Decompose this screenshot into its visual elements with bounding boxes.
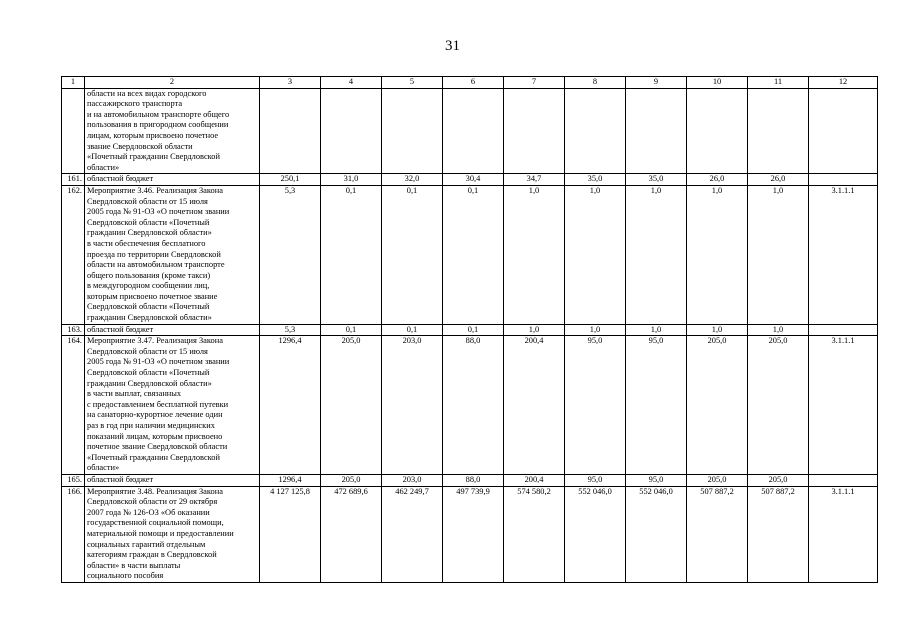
page-number: 31 xyxy=(445,38,460,54)
header-row xyxy=(62,77,878,89)
value-cell: 472 689,6 xyxy=(321,486,382,582)
value-cell xyxy=(687,88,748,174)
table-row xyxy=(62,185,878,324)
value-cell: 1,0 xyxy=(687,324,748,336)
target-indicator-cell: 3.1.1.1 xyxy=(809,185,878,324)
header-cell: 5 xyxy=(382,77,443,89)
row-number: 161. xyxy=(62,174,85,186)
value-cell: 34,7 xyxy=(504,174,565,186)
value-cell: 5,3 xyxy=(260,185,321,324)
header-cell: 9 xyxy=(626,77,687,89)
target-indicator-cell: 3.1.1.1 xyxy=(809,486,878,582)
value-cell: 0,1 xyxy=(321,324,382,336)
target-indicator-cell xyxy=(809,174,878,186)
table-row xyxy=(62,88,878,174)
program-table xyxy=(61,76,878,583)
row-description: Мероприятие 3.46. Реализация Закона Свердловской области от 15 июля 2005 года № 91-ОЗ «О почетном звании Свердловской области «Почетный гражданин Свердловской области» в части обеспечения бесплатного проезда по территории Свердловской области на автомобильном транспорте общего пользования (кроме такси) в междугородном сообщении лиц, которым присвоено почетное звание Свердловской области «Почетный гражданин Свердловской области» xyxy=(85,185,260,324)
table-row xyxy=(62,324,878,336)
value-cell: 95,0 xyxy=(626,336,687,475)
value-cell: 31,0 xyxy=(321,174,382,186)
table-body xyxy=(62,88,878,582)
value-cell: 5,3 xyxy=(260,324,321,336)
value-cell xyxy=(321,88,382,174)
value-cell: 95,0 xyxy=(626,474,687,486)
row-number: 163. xyxy=(62,324,85,336)
value-cell xyxy=(260,88,321,174)
value-cell: 1,0 xyxy=(748,324,809,336)
value-cell: 200,4 xyxy=(504,336,565,475)
value-cell xyxy=(443,88,504,174)
value-cell: 35,0 xyxy=(626,174,687,186)
header-cell: 11 xyxy=(748,77,809,89)
value-cell: 0,1 xyxy=(443,185,504,324)
value-cell: 203,0 xyxy=(382,336,443,475)
value-cell xyxy=(504,88,565,174)
row-number xyxy=(62,88,85,174)
value-cell: 205,0 xyxy=(687,336,748,475)
value-cell: 1296,4 xyxy=(260,474,321,486)
value-cell: 552 046,0 xyxy=(626,486,687,582)
value-cell: 552 046,0 xyxy=(565,486,626,582)
value-cell: 1,0 xyxy=(626,324,687,336)
value-cell xyxy=(748,88,809,174)
value-cell: 205,0 xyxy=(687,474,748,486)
value-cell: 0,1 xyxy=(382,185,443,324)
value-cell: 0,1 xyxy=(382,324,443,336)
header-cell: 3 xyxy=(260,77,321,89)
row-description: Мероприятие 3.47. Реализация Закона Свердловской области от 15 июля 2005 года № 91-ОЗ «О почетном звании Свердловской области «Почетный гражданин Свердловской области» в части выплат, связанных с предоставлением бесплатной путевки на санаторно-курортное лечение один раз в год при наличии медицинских показаний лицам, которым присвоено почетное звание Свердловской области «Почетный гражданин Свердловской области» xyxy=(85,336,260,475)
header-cell: 2 xyxy=(85,77,260,89)
row-number: 166. xyxy=(62,486,85,582)
value-cell: 35,0 xyxy=(565,174,626,186)
row-description: областной бюджет xyxy=(85,174,260,186)
value-cell: 203,0 xyxy=(382,474,443,486)
header-cell: 6 xyxy=(443,77,504,89)
value-cell: 26,0 xyxy=(687,174,748,186)
value-cell: 26,0 xyxy=(748,174,809,186)
header-cell: 12 xyxy=(809,77,878,89)
row-number: 165. xyxy=(62,474,85,486)
value-cell xyxy=(626,88,687,174)
value-cell: 205,0 xyxy=(321,474,382,486)
target-indicator-cell: 3.1.1.1 xyxy=(809,336,878,475)
row-number: 164. xyxy=(62,336,85,475)
value-cell: 30,4 xyxy=(443,174,504,186)
value-cell: 507 887,2 xyxy=(687,486,748,582)
row-description: Мероприятие 3.48. Реализация Закона Свердловской области от 29 октября 2007 года № 126-ОЗ «Об оказании государственной социальной помощи, материальной помощи и предоставлении социальных гарантий отдельным категориям граждан в Свердловской области» в части выплаты социального пособия xyxy=(85,486,260,582)
value-cell: 205,0 xyxy=(321,336,382,475)
target-indicator-cell xyxy=(809,88,878,174)
target-indicator-cell xyxy=(809,324,878,336)
value-cell: 95,0 xyxy=(565,336,626,475)
header-cell: 8 xyxy=(565,77,626,89)
table-row xyxy=(62,474,878,486)
value-cell: 205,0 xyxy=(748,474,809,486)
value-cell xyxy=(565,88,626,174)
target-indicator-cell xyxy=(809,474,878,486)
value-cell: 462 249,7 xyxy=(382,486,443,582)
header-cell: 4 xyxy=(321,77,382,89)
row-description: областной бюджет xyxy=(85,324,260,336)
value-cell: 1,0 xyxy=(626,185,687,324)
value-cell: 574 580,2 xyxy=(504,486,565,582)
value-cell: 1,0 xyxy=(565,185,626,324)
row-description: областной бюджет xyxy=(85,474,260,486)
value-cell: 1,0 xyxy=(565,324,626,336)
table-row xyxy=(62,486,878,582)
value-cell: 200,4 xyxy=(504,474,565,486)
header-cell: 10 xyxy=(687,77,748,89)
header-cell: 1 xyxy=(62,77,85,89)
value-cell: 32,0 xyxy=(382,174,443,186)
value-cell: 497 739,9 xyxy=(443,486,504,582)
value-cell: 4 127 125,8 xyxy=(260,486,321,582)
value-cell: 0,1 xyxy=(443,324,504,336)
table-row xyxy=(62,336,878,475)
value-cell: 1,0 xyxy=(504,324,565,336)
header-cell: 7 xyxy=(504,77,565,89)
value-cell: 0,1 xyxy=(321,185,382,324)
value-cell: 1,0 xyxy=(687,185,748,324)
value-cell xyxy=(382,88,443,174)
value-cell: 507 887,2 xyxy=(748,486,809,582)
value-cell: 250,1 xyxy=(260,174,321,186)
row-number: 162. xyxy=(62,185,85,324)
value-cell: 88,0 xyxy=(443,474,504,486)
value-cell: 88,0 xyxy=(443,336,504,475)
value-cell: 1,0 xyxy=(748,185,809,324)
row-description: области на всех видах городского пассажирского транспорта и на автомобильном транспорте общего пользования в пригородном сообщении лицам, которым присвоено почетное звание Свердловской области «Почетный гражданин Свердловской области» xyxy=(85,88,260,174)
value-cell: 205,0 xyxy=(748,336,809,475)
value-cell: 1,0 xyxy=(504,185,565,324)
value-cell: 1296,4 xyxy=(260,336,321,475)
value-cell: 95,0 xyxy=(565,474,626,486)
table-row xyxy=(62,174,878,186)
